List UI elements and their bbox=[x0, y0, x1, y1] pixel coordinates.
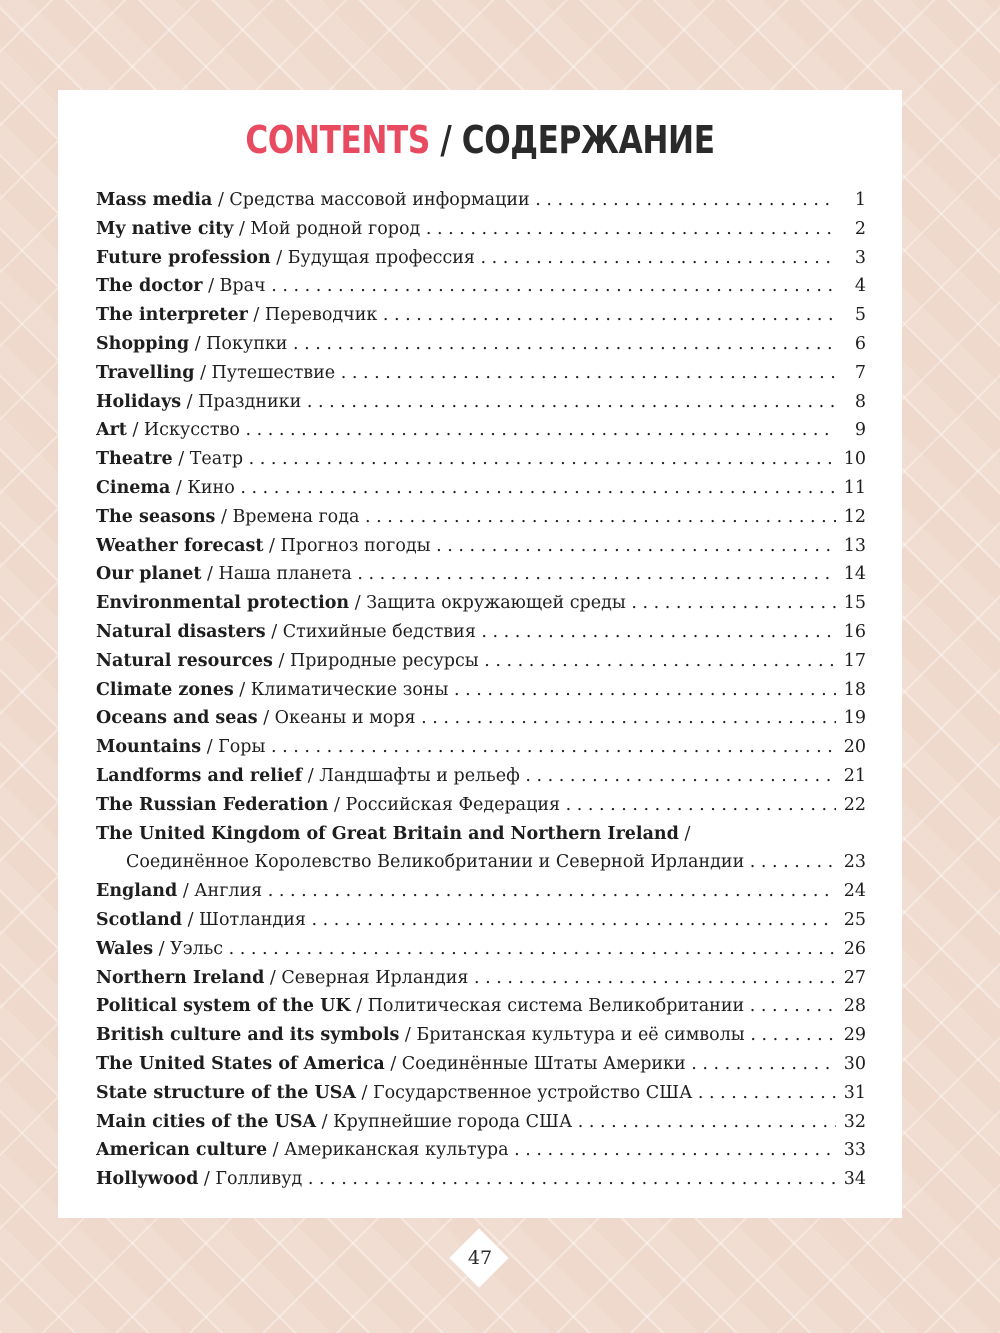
toc-entry-russian: Театр bbox=[189, 449, 244, 470]
toc-entry[interactable]: Climate zones / Климатические зоны . . . 18 bbox=[96, 676, 866, 705]
toc-entry-english: Landforms and relief bbox=[96, 765, 303, 786]
toc-entry-russian: Голливуд bbox=[215, 1169, 303, 1190]
toc-entry-english: Natural disasters bbox=[96, 621, 266, 642]
toc-entry-page: 6 bbox=[836, 330, 866, 359]
page-number: 47 bbox=[467, 1247, 493, 1269]
toc-entry-english: Political system of the UK bbox=[96, 996, 351, 1017]
toc-entry-page: 20 bbox=[836, 733, 866, 762]
toc-entry[interactable]: Natural resources / Природные ресурсы . . . 17 bbox=[96, 647, 866, 676]
toc-entry-russian: Политическая система Великобритании bbox=[367, 996, 745, 1017]
toc-entry-russian: Англия bbox=[194, 881, 263, 902]
toc-entry-russian: Стихийные бедствия bbox=[282, 621, 476, 642]
toc-entry-english: England bbox=[96, 881, 178, 902]
toc-entry-english: The Russian Federation bbox=[96, 794, 329, 815]
toc-entry[interactable]: Hollywood / Голливуд . . . 34 bbox=[96, 1165, 866, 1194]
toc-entry-russian: Государственное устройство США bbox=[373, 1082, 693, 1103]
toc-entry-page: 15 bbox=[836, 589, 866, 618]
toc-entry-page: 34 bbox=[836, 1165, 866, 1194]
toc-entry[interactable]: Mountains / Горы . . . 20 bbox=[96, 733, 866, 762]
toc-entry[interactable]: Our planet / Наша планета . . . 14 bbox=[96, 560, 866, 589]
toc-entry-english: Oceans and seas bbox=[96, 708, 258, 729]
toc-entry-russian: Покупки bbox=[206, 333, 288, 354]
toc-entry-page: 32 bbox=[836, 1108, 866, 1137]
toc-entry[interactable]: The interpreter / Переводчик . . . 5 bbox=[96, 301, 866, 330]
toc-entry-page: 7 bbox=[836, 359, 866, 388]
toc-entry[interactable]: Wales / Уэльс . . . 26 bbox=[96, 935, 866, 964]
toc-entry-page: 17 bbox=[836, 647, 866, 676]
toc-entry-english: The United States of America bbox=[96, 1053, 385, 1074]
toc-entry[interactable]: My native city / Мой родной город . . . 2 bbox=[96, 215, 866, 244]
toc-entry-russian: Искусство bbox=[143, 420, 240, 441]
toc-entry[interactable]: Future profession / Будущая профессия . . . 3 bbox=[96, 244, 866, 273]
toc-entry[interactable]: Political system of the UK / Политическая система Великобритании . . . 28 bbox=[96, 992, 866, 1021]
title-english: CONTENTS bbox=[245, 118, 430, 162]
title-russian: СОДЕРЖАНИЕ bbox=[461, 118, 715, 162]
toc-entry-page: 18 bbox=[836, 676, 866, 705]
title-separator: / bbox=[440, 118, 452, 162]
toc-entry-english: The seasons bbox=[96, 506, 216, 527]
toc-entry-english: Climate zones bbox=[96, 679, 234, 700]
toc-entry-russian: Океаны и моря bbox=[274, 708, 416, 729]
toc-entry-english: Mass media bbox=[96, 190, 213, 210]
toc-entry-english: The United Kingdom of Great Britain and Northern Ireland bbox=[96, 823, 679, 844]
toc-entry[interactable]: Cinema / Кино . . . 11 bbox=[96, 474, 866, 503]
toc-entry-russian: Крупнейшие города США bbox=[333, 1111, 573, 1132]
toc-entry[interactable]: England / Англия . . . 24 bbox=[96, 877, 866, 906]
toc-entry-russian: Переводчик bbox=[264, 305, 378, 326]
toc-entry-english: Holidays bbox=[96, 391, 182, 412]
toc-entry-russian: Будущая профессия bbox=[287, 247, 475, 268]
toc-entry-page: 5 bbox=[836, 301, 866, 330]
toc-entry-english: Northern Ireland bbox=[96, 967, 265, 988]
toc-entry[interactable]: British culture and its symbols / Британская культура и её символы . . . 29 bbox=[96, 1021, 866, 1050]
toc-entry-english: Travelling bbox=[96, 362, 195, 383]
toc-entry-english: Natural resources bbox=[96, 650, 273, 671]
toc-entry-page: 21 bbox=[836, 762, 866, 791]
toc-entry-page: 9 bbox=[836, 416, 866, 445]
toc-entry-english: Wales bbox=[96, 938, 154, 959]
toc-entry-english: My native city bbox=[96, 218, 234, 239]
toc-entry-russian: Врач bbox=[219, 276, 266, 297]
toc-entry-russian: Природные ресурсы bbox=[289, 650, 479, 671]
toc-entry[interactable]: State structure of the USA / Государственное устройство США . . . 31 bbox=[96, 1079, 866, 1108]
toc-entry[interactable]: Weather forecast / Прогноз погоды . . . 13 bbox=[96, 532, 866, 561]
toc-entry-page: 4 bbox=[836, 272, 866, 301]
toc-entry-page: 3 bbox=[836, 244, 866, 273]
toc-entry-russian: Шотландия bbox=[199, 909, 306, 930]
toc-entry[interactable]: Northern Ireland / Северная Ирландия . . . 27 bbox=[96, 964, 866, 993]
toc-entry-russian: Путешествие bbox=[211, 362, 336, 383]
toc-entry-page: 24 bbox=[836, 877, 866, 906]
toc-entry-russian: Кино bbox=[187, 477, 235, 498]
toc-entry-page: 29 bbox=[836, 1021, 866, 1050]
toc-entry-russian: Американская культура bbox=[284, 1140, 509, 1161]
toc-entry-page: 16 bbox=[836, 618, 866, 647]
toc-entry-english: Theatre bbox=[96, 449, 173, 470]
toc-entry-page: 30 bbox=[836, 1050, 866, 1079]
toc-entry-russian: Средства массовой информации bbox=[229, 190, 530, 210]
toc-entry-page: 26 bbox=[836, 935, 866, 964]
page-title bbox=[134, 118, 826, 162]
toc-entry-russian: Уэльс bbox=[170, 938, 224, 959]
toc-entry-russian: Праздники bbox=[198, 391, 302, 412]
toc-entry-russian: Времена года bbox=[232, 506, 360, 527]
toc-entry-page: 13 bbox=[836, 532, 866, 561]
contents-card bbox=[58, 90, 902, 1218]
toc-entry-russian: Прогноз погоды bbox=[280, 535, 431, 556]
toc-entry-russian: Мой родной город bbox=[250, 218, 421, 239]
toc-entry[interactable]: Oceans and seas / Океаны и моря . . . 19 bbox=[96, 704, 866, 733]
toc-entry[interactable]: Natural disasters / Стихийные бедствия . . . 16 bbox=[96, 618, 866, 647]
toc-entry-page: 11 bbox=[836, 474, 866, 503]
toc-entry-english: Art bbox=[96, 420, 127, 441]
toc-entry-page: 1 bbox=[836, 186, 866, 215]
toc-entry-heading[interactable]: The United Kingdom of Great Britain and Northern Ireland / bbox=[96, 823, 691, 844]
toc-entry-english: Weather forecast bbox=[96, 535, 264, 556]
toc-entry-english: The doctor bbox=[96, 276, 203, 297]
toc-entry-english: Main cities of the USA bbox=[96, 1111, 317, 1132]
toc-entry-english: Hollywood bbox=[96, 1169, 199, 1190]
toc-entry-english: Environmental protection bbox=[96, 593, 350, 614]
toc-entry-page: 28 bbox=[836, 992, 866, 1021]
toc-entry-page: 19 bbox=[836, 704, 866, 733]
toc-entry[interactable]: Landforms and relief / Ландшафты и рельеф . . . 21 bbox=[96, 762, 866, 791]
toc-entry-page: 31 bbox=[836, 1079, 866, 1108]
toc-entry-page: 33 bbox=[836, 1136, 866, 1165]
toc-entry-english: Scotland bbox=[96, 909, 182, 930]
toc-entry-page: 8 bbox=[836, 388, 866, 417]
toc-entry[interactable]: Main cities of the USA / Крупнейшие города США . . . 32 bbox=[96, 1108, 866, 1137]
toc-entry-english: Future profession bbox=[96, 247, 271, 268]
toc-entry-russian: Защита окружающей среды bbox=[366, 593, 626, 614]
toc-entry-page: 27 bbox=[836, 964, 866, 993]
toc-entry-english: Shopping bbox=[96, 333, 190, 354]
toc-entry-english: State structure of the USA bbox=[96, 1082, 356, 1103]
toc-entry-page: 23 bbox=[836, 848, 866, 877]
toc-entry-russian: Соединённые Штаты Америки bbox=[401, 1053, 686, 1074]
toc-entry[interactable]: Environmental protection / Защита окружающей среды . . . 15 bbox=[96, 589, 866, 618]
toc-entry[interactable]: Holidays / Праздники . . . 8 bbox=[96, 388, 866, 417]
table-of-contents bbox=[96, 186, 866, 1194]
toc-entry[interactable]: Scotland / Шотландия . . . 25 bbox=[96, 906, 866, 935]
toc-entry-russian: Британская культура и её символы bbox=[416, 1025, 745, 1046]
toc-entry[interactable]: The doctor / Врач . . . 4 bbox=[96, 272, 866, 301]
toc-entry-russian: Соединённое Королевство Великобритании и Северной Ирландии bbox=[126, 852, 745, 873]
toc-entry[interactable]: Shopping / Покупки . . . 6 bbox=[96, 330, 866, 359]
toc-entry[interactable]: Mass media / Средства массовой информации . . . 1 bbox=[96, 186, 866, 215]
toc-entry[interactable]: Travelling / Путешествие . . . 7 bbox=[96, 359, 866, 388]
toc-entry[interactable]: Theatre / Театр . . . 10 bbox=[96, 445, 866, 474]
toc-entry-russian: Наша планета bbox=[218, 564, 352, 585]
toc-entry-english: American culture bbox=[96, 1140, 268, 1161]
toc-entry-russian: Горы bbox=[218, 737, 266, 758]
toc-entry[interactable]: The seasons / Времена года . . . 12 bbox=[96, 503, 866, 532]
toc-entry-russian: Российская Федерация bbox=[345, 794, 561, 815]
toc-entry-continuation[interactable] bbox=[96, 848, 866, 877]
toc-entry-russian: Северная Ирландия bbox=[281, 967, 469, 988]
toc-entry-english: Mountains bbox=[96, 737, 202, 758]
toc-entry-page: 22 bbox=[836, 791, 866, 820]
toc-entry-russian: Ландшафты и рельеф bbox=[319, 765, 520, 786]
toc-entry[interactable]: Art / Искусство . . . 9 bbox=[96, 416, 866, 445]
toc-entry[interactable]: The Russian Federation / Российская Федерация . . . 22 bbox=[96, 791, 866, 820]
toc-entry-english: Our planet bbox=[96, 564, 202, 585]
toc-entry-page: 12 bbox=[836, 503, 866, 532]
toc-entry[interactable]: American culture / Американская культура . . . 33 bbox=[96, 1136, 866, 1165]
toc-entry-english: Cinema bbox=[96, 477, 171, 498]
toc-entry-english: British culture and its symbols bbox=[96, 1025, 400, 1046]
toc-entry-page: 2 bbox=[836, 215, 866, 244]
toc-entry-page: 14 bbox=[836, 560, 866, 589]
toc-entry[interactable]: The United States of America / Соединённые Штаты Америки . . . 30 bbox=[96, 1050, 866, 1079]
toc-entry-russian: Климатические зоны bbox=[250, 679, 449, 700]
toc-entry-page: 25 bbox=[836, 906, 866, 935]
toc-entry-english: The interpreter bbox=[96, 305, 248, 326]
toc-entry-page: 10 bbox=[836, 445, 866, 474]
